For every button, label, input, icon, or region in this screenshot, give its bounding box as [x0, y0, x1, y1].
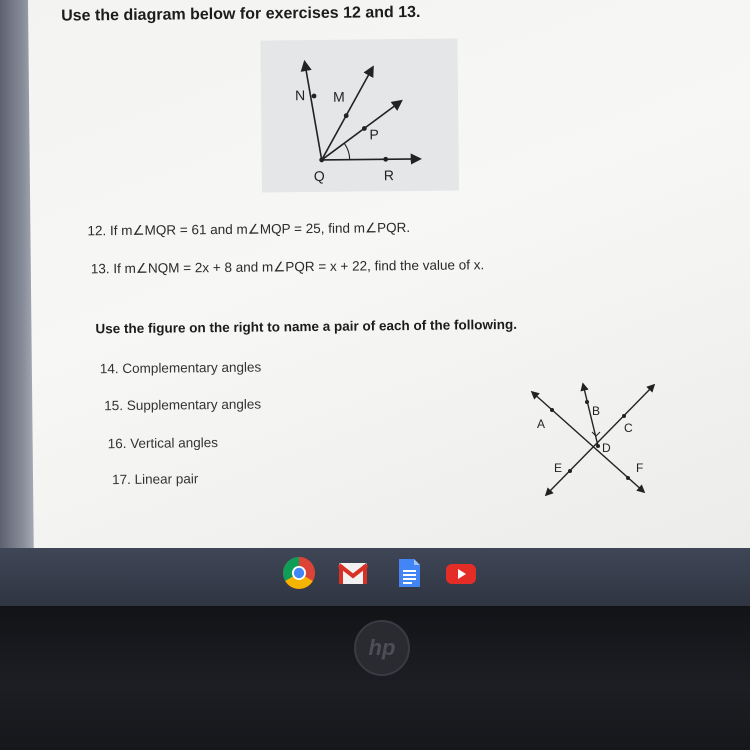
hp-logo — [354, 620, 410, 676]
label-q: Q — [313, 167, 325, 185]
ray-qr — [322, 159, 420, 160]
ray-qp — [321, 101, 402, 160]
os-taskbar — [0, 548, 750, 606]
label-f: F — [636, 461, 644, 475]
exercise-12-text: 12. If m∠MQR = 61 and m∠MQP = 25, find m∠PQR. — [87, 220, 411, 239]
label-p: P — [369, 126, 379, 143]
ray-qn — [305, 62, 322, 160]
label-e: E — [554, 461, 563, 475]
label-n: N — [294, 87, 306, 104]
exercise-15-text: 15. Supplementary angles — [104, 396, 262, 414]
point-f — [626, 476, 630, 480]
exercise-heading-14-17: Use the figure on the right to name a pair of each of the following. — [95, 316, 518, 337]
angle-diagram-svg — [260, 39, 459, 193]
hp-logo-text: hp — [368, 635, 396, 660]
line-ce — [546, 385, 654, 495]
youtube-icon[interactable] — [444, 556, 478, 590]
label-d: D — [602, 441, 611, 455]
angle-diagram-nqmpr — [260, 39, 459, 193]
docs-icon[interactable] — [392, 556, 426, 590]
chrome-icon[interactable] — [282, 556, 316, 590]
label-m: M — [332, 88, 345, 105]
exercise-16-text: 16. Vertical angles — [107, 435, 219, 452]
angle-arc-pqr — [345, 144, 350, 160]
gmail-icon[interactable] — [336, 556, 370, 590]
label-c: C — [624, 421, 633, 435]
point-e — [568, 469, 572, 473]
exercise-14-text: 14. Complementary angles — [99, 359, 262, 377]
point-r — [383, 157, 388, 162]
right-angle-mark — [592, 432, 600, 436]
exercise-heading-12-13: Use the diagram below for exercises 12 and 13. — [61, 3, 421, 25]
point-d — [596, 444, 600, 448]
exercise-17-text: 17. Linear pair — [111, 471, 199, 488]
intersecting-lines-svg — [512, 380, 672, 502]
label-r: R — [383, 167, 395, 184]
point-c — [622, 414, 626, 418]
label-b: B — [592, 404, 601, 418]
intersecting-lines-diagram — [512, 380, 672, 502]
point-b — [585, 400, 589, 404]
label-a: A — [537, 417, 546, 431]
point-n — [312, 94, 317, 99]
point-a — [550, 408, 554, 412]
exercise-13-text: 13. If m∠NQM = 2x + 8 and m∠PQR = x + 22, find the value of x. — [90, 257, 485, 277]
